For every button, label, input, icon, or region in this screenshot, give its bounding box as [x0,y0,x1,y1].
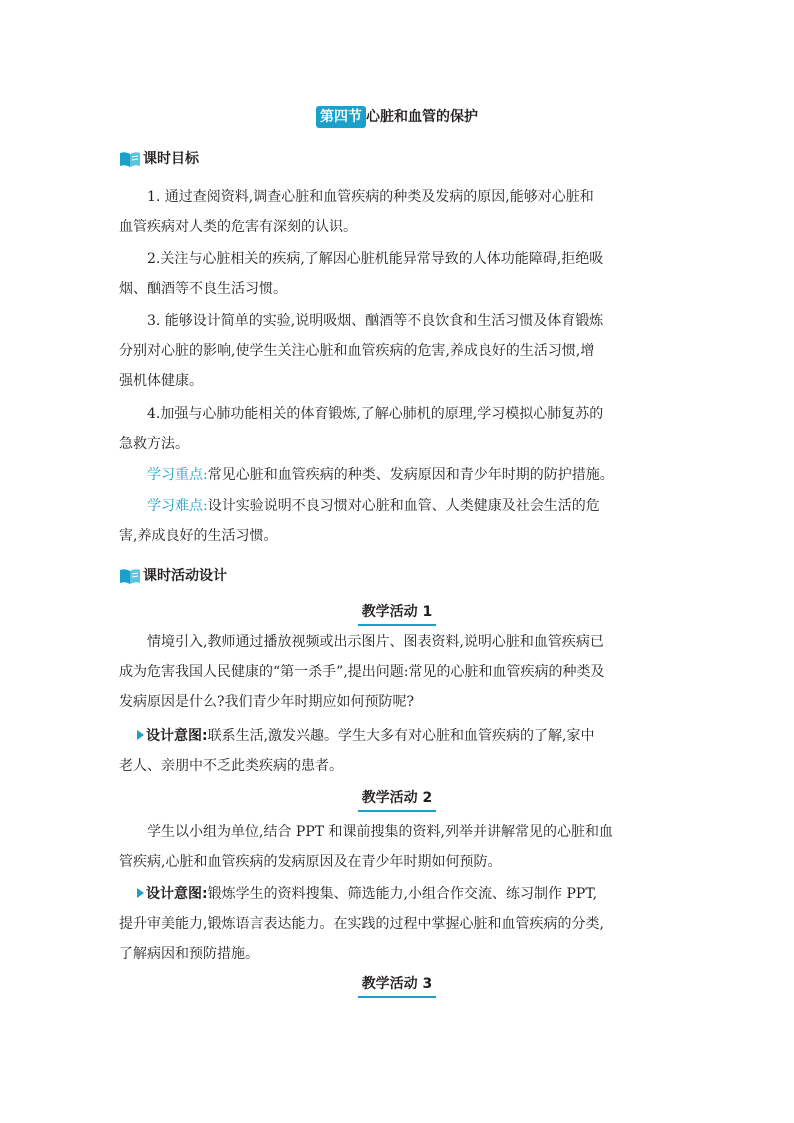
activity-2-intent: 设计意图:锻炼学生的资料搜集、筛选能力,小组合作交流、练习制作 PPT, 提升审美能力,锻炼语言表达能力。在实践的过程中掌握心脏和血管疾病的分类, 了解病因和预防措施。 [119,886,604,962]
key-point: 学习重点:常见心脏和血管疾病的种类、发病原因和青少年时期的防护措施。 [147,467,614,483]
section-heading-activities [119,565,227,587]
goal-item-3: 3. 能够设计简单的实验,说明吸烟、酗酒等不良饮食和生活习惯及体育锻炼 分别对心脏的影响,使学生关注心脏和血管疾病的危害,养成良好的生活习惯,增 强机体健康。 [119,313,604,389]
book-icon [119,150,141,168]
activity-2-heading: 教学活动 2 [0,787,794,812]
key-point-label: 学习重点: [147,467,208,483]
difficulty-point: 学习难点:设计实验说明不良习惯对心脏和血管、人类健康及社会生活的危 害,养成良好的生活习惯。 [119,498,600,544]
activity-1-intent: 设计意图:联系生活,激发兴趣。学生大多有对心脏和血管疾病的了解,家中 老人、亲朋中不乏此类疾病的患者。 [119,728,595,774]
goal-item-4: 4.加强与心肺功能相关的体育锻炼,了解心肺机的原理,学习模拟心肺复苏的 急救方法。 [119,406,604,452]
activity-3-heading: 教学活动 3 [0,973,794,998]
section-heading-text: 课时目标 [143,151,199,167]
goal-item-2: 2.关注与心脏相关的疾病,了解因心脏机能异常导致的人体功能障碍,拒绝吸 烟、酗酒等不良生活习惯。 [119,251,604,297]
triangle-bullet-icon [137,730,144,740]
section-heading-text: 课时活动设计 [143,568,227,584]
triangle-bullet-icon [137,888,144,898]
lesson-title-text: 心脏和血管的保护 [366,109,478,125]
activity-1-heading: 教学活动 1 [0,601,794,626]
lesson-title [0,104,794,129]
activity-1-text: 情境引入,教师通过播放视频或出示图片、图表资料,说明心脏和血管疾病已 成为危害我国人民健康的“第一杀手”,提出问题:常见的心脏和血管疾病的种类及 发病原因是什么?我们青少年时期应如何预防呢? [119,634,605,710]
section-number-badge: 第四节 [316,106,366,128]
goal-item-1: 1. 通过查阅资料,调查心脏和血管疾病的种类及发病的原因,能够对心脏和 血管疾病对人类的危害有深刻的认识。 [119,189,594,235]
difficulty-label: 学习难点: [147,498,208,514]
book-icon [119,567,141,585]
activity-2-text: 学生以小组为单位,结合 PPT 和课前搜集的资料,列举并讲解常见的心脏和血 管疾病,心脏和血管疾病的发病原因及在青少年时期如何预防。 [119,824,613,870]
section-heading-goals [119,148,199,170]
